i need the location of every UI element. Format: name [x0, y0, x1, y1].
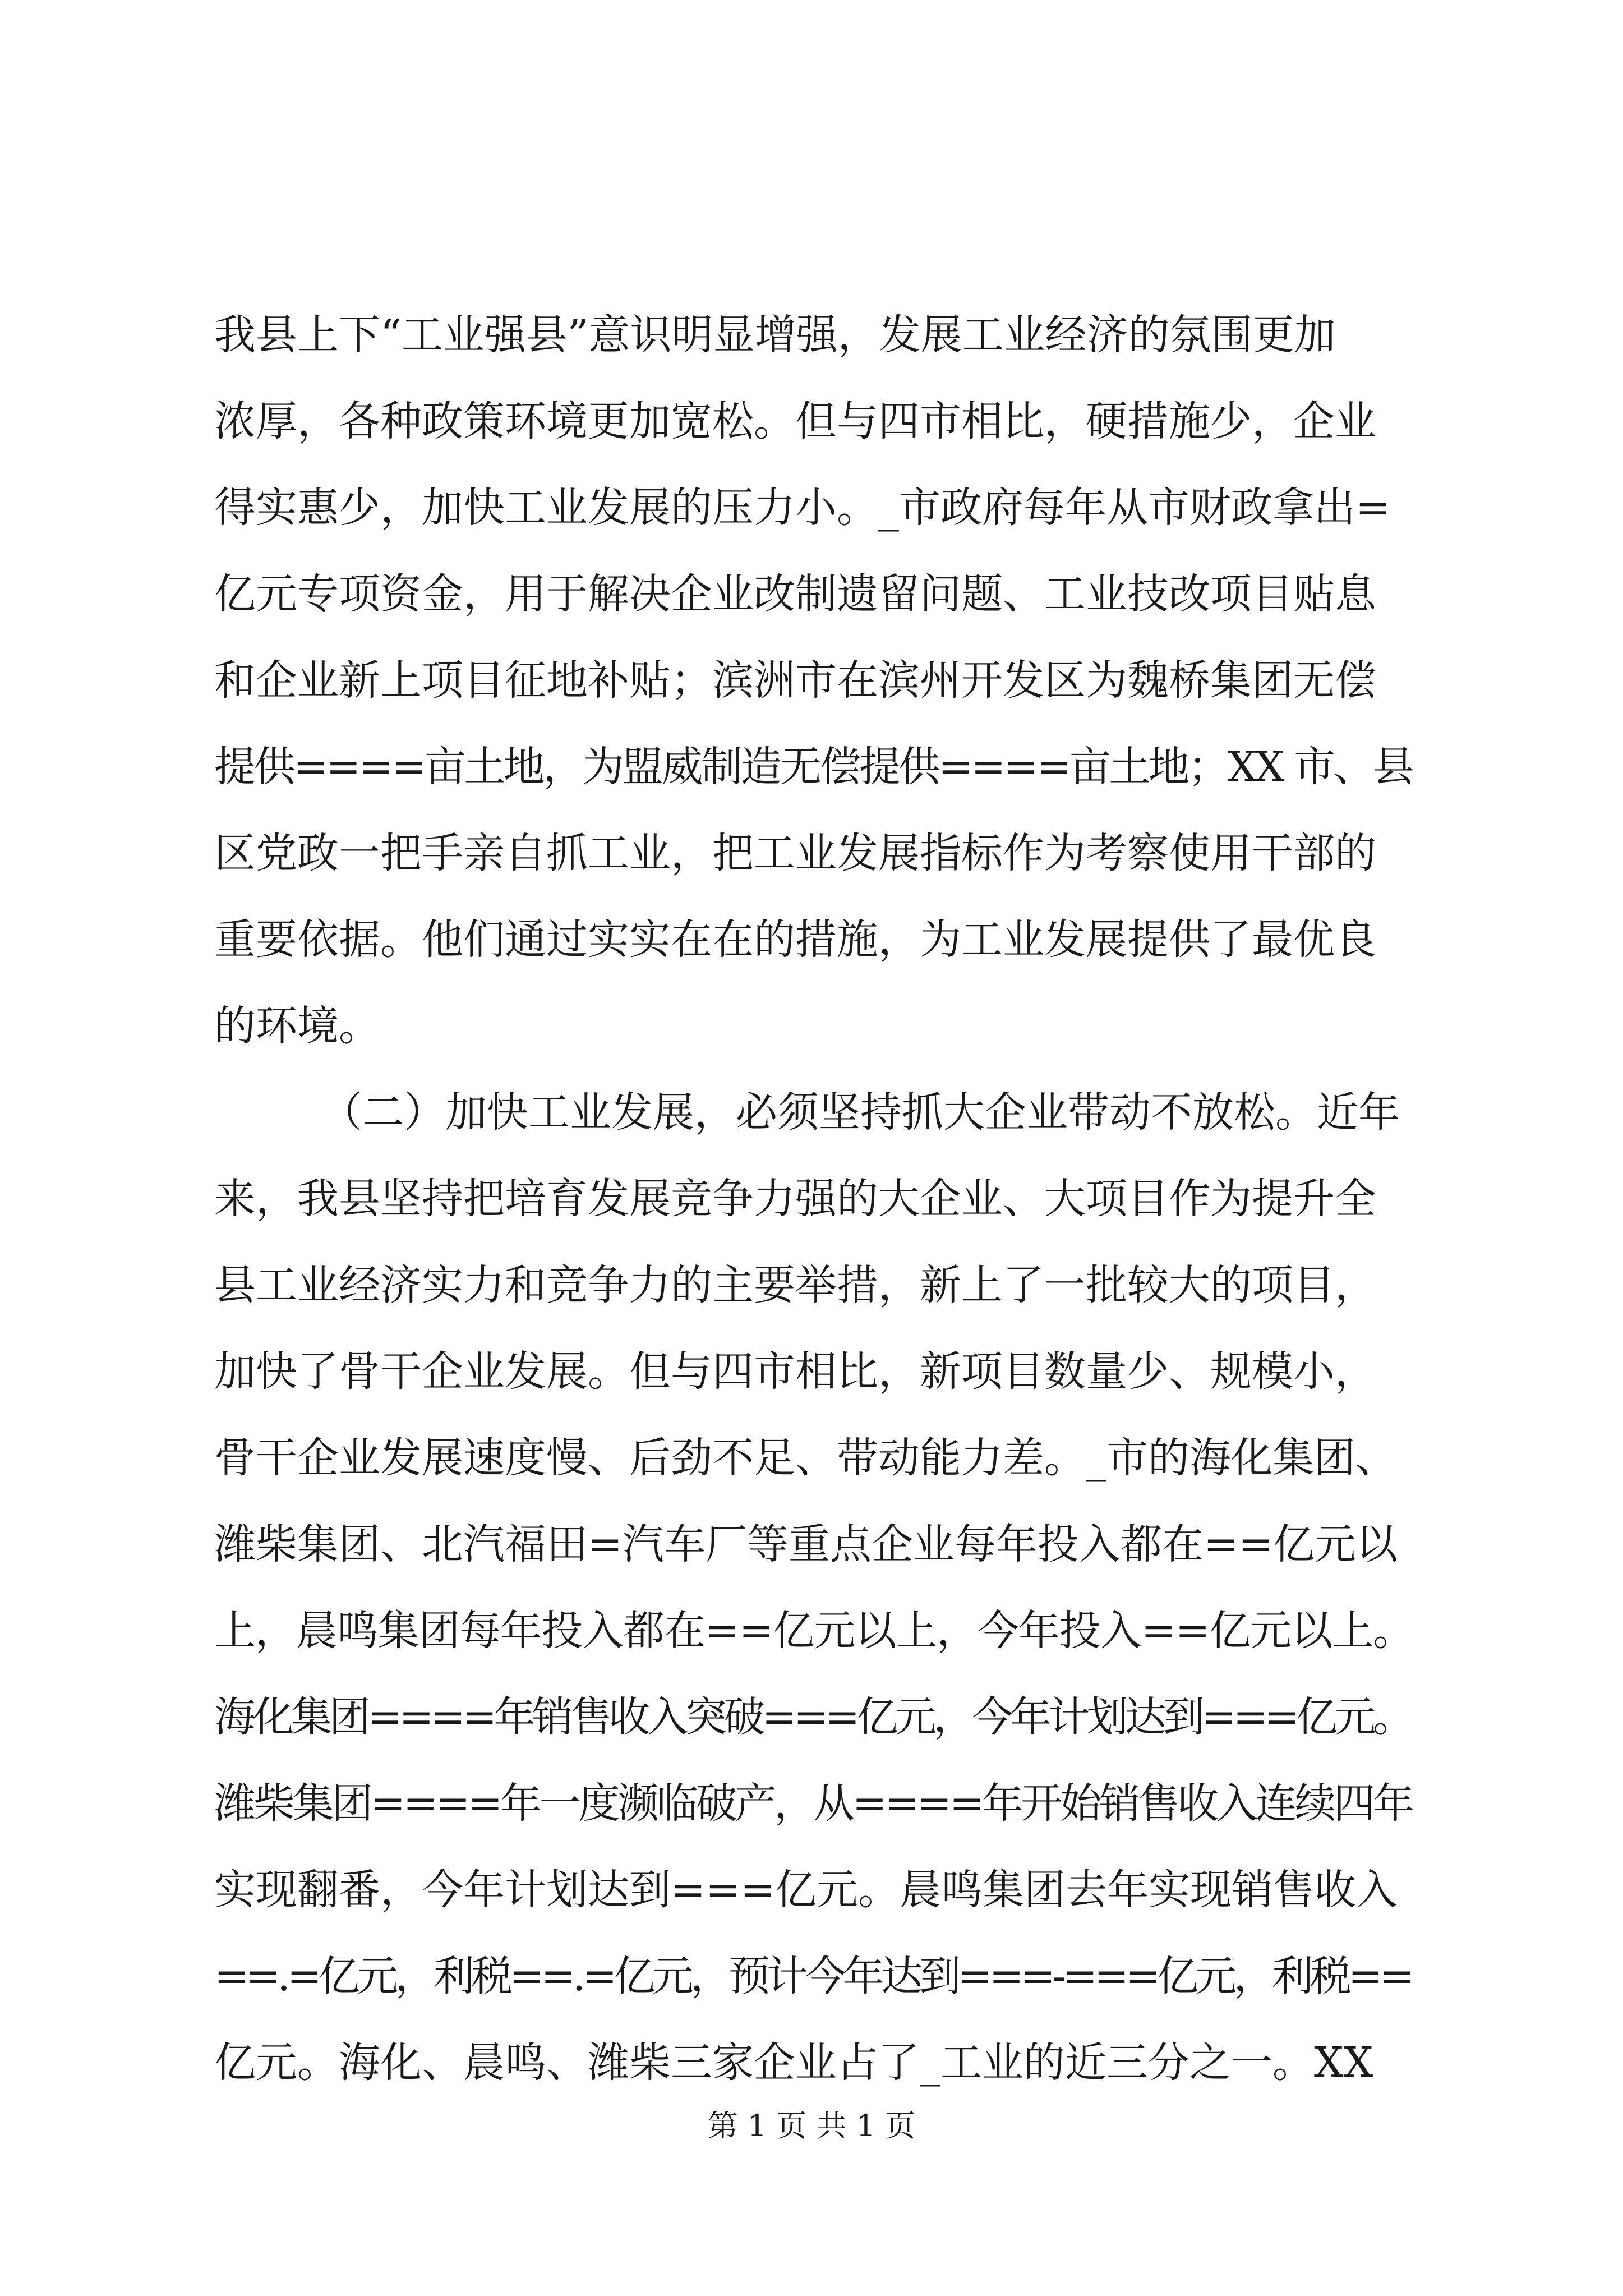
page-footer: 第 1 页 共 1 页: [707, 2108, 916, 2143]
text-line: 潍柴集团、北汽福田=汽车厂等重点企业每年投入都在==亿元以: [214, 1520, 1398, 1568]
text-line: 县工业经济实力和竞争力的主要举措，新上了一批较大的项目，: [214, 1261, 1376, 1309]
text-line: 浓厚，各种政策环境更加宽松。但与四市相比，硬措施少，企业: [214, 397, 1376, 445]
text-line: 得实惠少，加快工业发展的压力小。_市政府每年从市财政拿出=: [214, 484, 1391, 532]
text-line: 来，我县坚持把培育发展竞争力强的大企业、大项目作为提升全: [214, 1175, 1376, 1223]
text-line: 潍柴集团====年一度濒临破产，从====年开始销售收入连续四年: [214, 1779, 1412, 1828]
text-line: 重要依据。他们通过实实在在的措施，为工业发展提供了最优良: [214, 915, 1376, 964]
text-line: ==.=亿元，利税==.=亿元，预计今年达到===-===亿元，利税==: [214, 1952, 1412, 2000]
text-line: （二）加快工业发展，必须坚持抓大企业带动不放松。近年: [321, 1088, 1400, 1137]
text-line: 亿元。海化、晨鸣、潍柴三家企业占了_工业的近三分之一。XX: [214, 2039, 1373, 2087]
text-line: 我县上下“工业强县”意识明显增强，发展工业经济的氛围更加: [214, 311, 1336, 359]
text-line: 海化集团====年销售收入突破===亿元，今年计划达到===亿元。: [214, 1693, 1412, 1741]
document-body: [214, 292, 1414, 2106]
text-line: 加快了骨干企业发展。但与四市相比，新项目数量少、规模小，: [214, 1347, 1376, 1396]
text-line: 上，晨鸣集团每年投入都在==亿元以上，今年投入==亿元以上。: [214, 1607, 1414, 1655]
text-line: 骨干企业发展速度慢、后劲不足、带动能力差。_市的海化集团、: [214, 1434, 1397, 1482]
text-line: 区党政一把手亲自抓工业，把工业发展指标作为考察使用干部的: [214, 829, 1376, 877]
text-line: 的环境。: [214, 1002, 380, 1050]
text-line: 和企业新上项目征地补贴；滨洲市在滨州开发区为魏桥集团无偿: [214, 656, 1376, 705]
text-line: 提供====亩土地，为盟威制造无偿提供====亩土地；XX 市、县: [214, 743, 1413, 791]
text-line: 亿元专项资金，用于解决企业改制遗留问题、工业技改项目贴息: [214, 570, 1376, 618]
text-line: 实现翻番，今年计划达到===亿元。晨鸣集团去年实现销售收入: [214, 1866, 1398, 1914]
